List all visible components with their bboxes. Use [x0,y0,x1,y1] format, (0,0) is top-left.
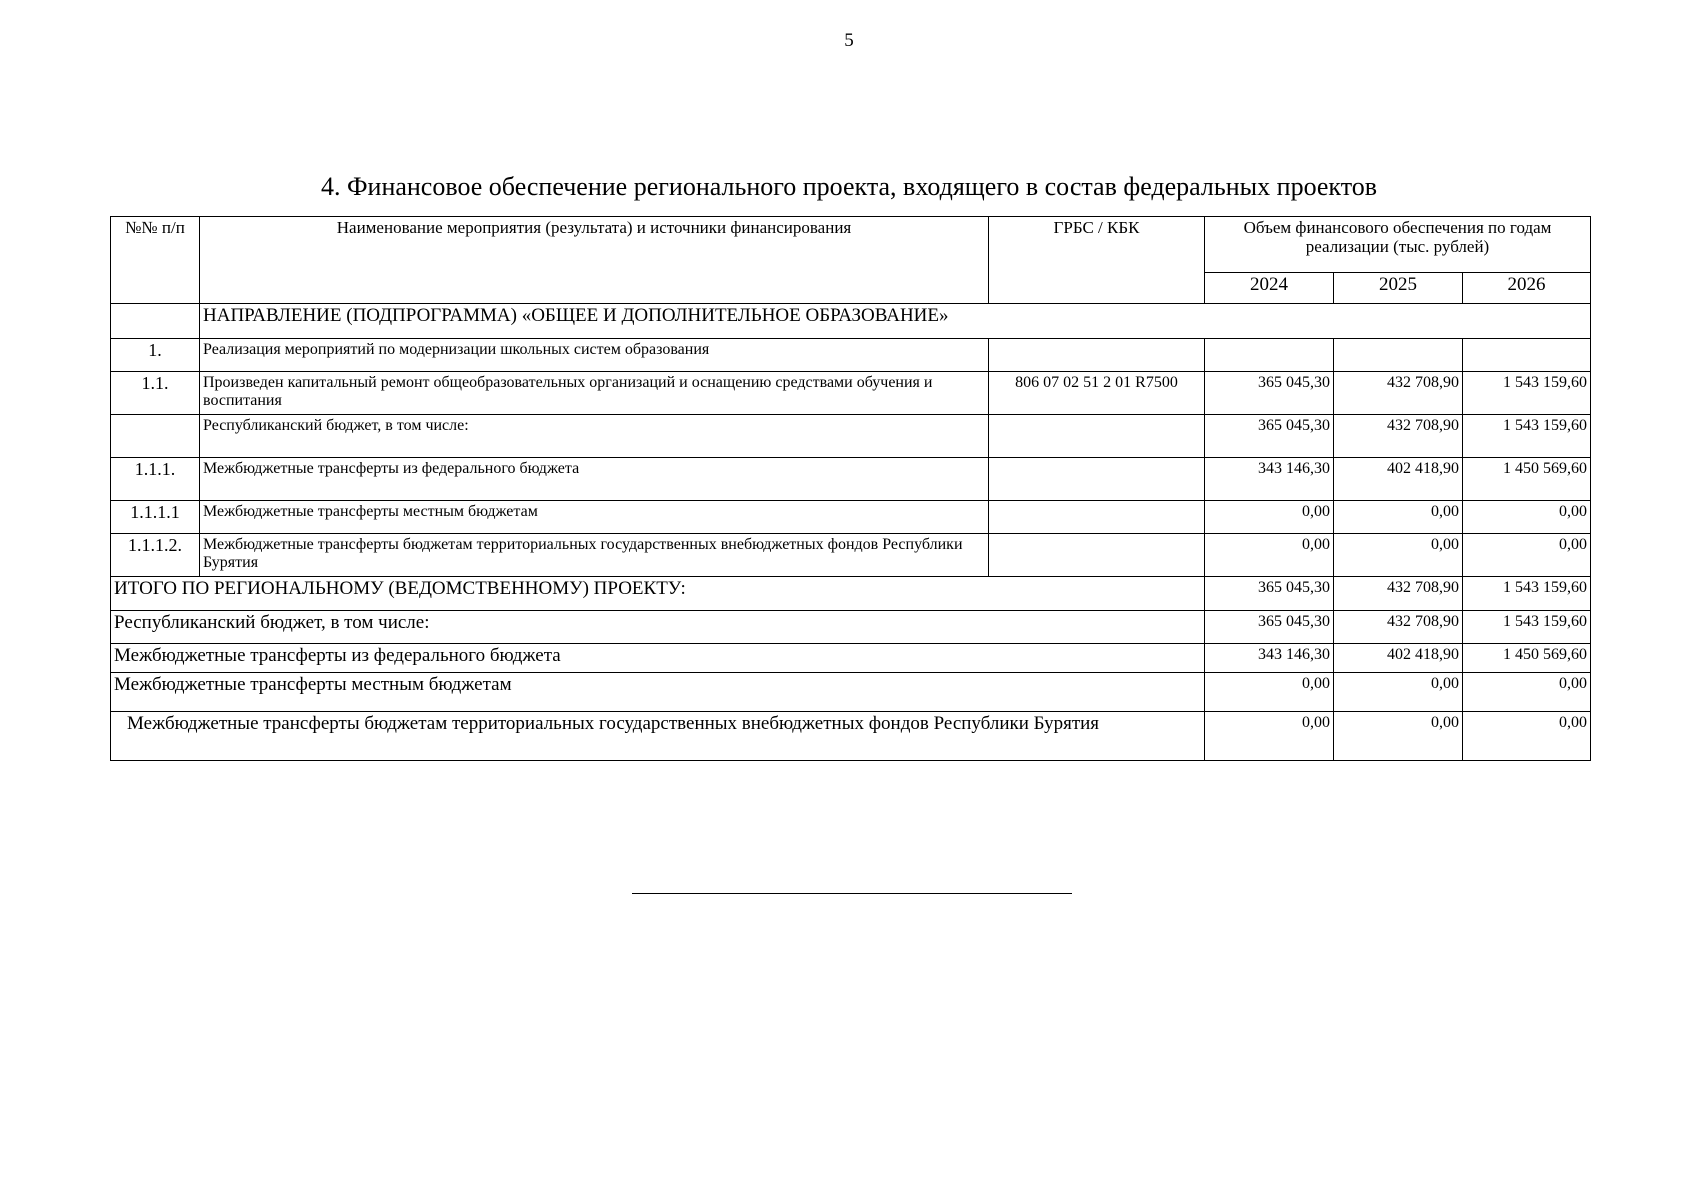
table-row [111,415,1591,458]
page-number: 5 [844,30,854,51]
row-value-2025: 0,00 [1334,501,1463,534]
row-num [111,415,200,458]
row-value-2026 [1463,339,1591,372]
row-name: Произведен капитальный ремонт общеобразовательных организаций и оснащению средствами обучения и воспитания [200,372,989,415]
total-label: Межбюджетные трансферты местным бюджетам [111,673,1205,712]
table-row [111,372,1591,415]
header-year-2025: 2025 [1334,273,1463,304]
row-value-2024: 365 045,30 [1205,372,1334,415]
row-value-2025 [1334,339,1463,372]
row-value-2026: 1 450 569,60 [1463,458,1591,501]
row-num: 1.1.1. [111,458,200,501]
total-row [111,577,1591,611]
row-name: Межбюджетные трансферты местным бюджетам [200,501,989,534]
row-value-2025: 432 708,90 [1334,372,1463,415]
total-value-2024: 365 045,30 [1205,611,1334,644]
header-year-2024: 2024 [1205,273,1334,304]
total-value-2024: 365 045,30 [1205,577,1334,611]
total-row [111,611,1591,644]
total-label: Межбюджетные трансферты бюджетам территориальных государственных внебюджетных фондов Республики Бурятия [111,712,1205,761]
row-code [989,534,1205,577]
row-code [989,458,1205,501]
total-value-2024: 343 146,30 [1205,644,1334,673]
row-value-2024: 343 146,30 [1205,458,1334,501]
row-value-2024: 0,00 [1205,534,1334,577]
total-value-2025: 432 708,90 [1334,577,1463,611]
row-value-2025: 402 418,90 [1334,458,1463,501]
total-value-2026: 1 543 159,60 [1463,577,1591,611]
total-value-2026: 1 450 569,60 [1463,644,1591,673]
header-num: №№ п/п [111,217,200,304]
section-title: 4. Финансовое обеспечение регионального проекта, входящего в состав федеральных проектов [320,172,1378,201]
row-value-2026: 0,00 [1463,501,1591,534]
total-row [111,644,1591,673]
total-value-2026: 1 543 159,60 [1463,611,1591,644]
table-row [111,501,1591,534]
row-value-2024 [1205,339,1334,372]
row-value-2026: 0,00 [1463,534,1591,577]
row-num: 1.1.1.1 [111,501,200,534]
row-code [989,415,1205,458]
header-volume: Объем финансового обеспечения по годам реализации (тыс. рублей) [1205,217,1591,273]
header-year-2026: 2026 [1463,273,1591,304]
financing-table [110,216,1591,761]
total-label: Межбюджетные трансферты из федерального бюджета [111,644,1205,673]
table-row [111,534,1591,577]
row-value-2025: 0,00 [1334,534,1463,577]
total-value-2025: 0,00 [1334,712,1463,761]
total-value-2024: 0,00 [1205,673,1334,712]
total-value-2025: 0,00 [1334,673,1463,712]
total-row [111,712,1591,761]
total-row [111,673,1591,712]
row-name: Межбюджетные трансферты из федерального бюджета [200,458,989,501]
row-name: Межбюджетные трансферты бюджетам территориальных государственных внебюджетных фондов Республики Бурятия [200,534,989,577]
row-code [989,501,1205,534]
total-label: ИТОГО ПО РЕГИОНАЛЬНОМУ (ВЕДОМСТВЕННОМУ) ПРОЕКТУ: [111,577,1205,611]
header-name: Наименование мероприятия (результата) и источники финансирования [200,217,989,304]
row-num: 1.1.1.2. [111,534,200,577]
total-value-2024: 0,00 [1205,712,1334,761]
footer-divider [632,893,1072,894]
section-label: НАПРАВЛЕНИЕ (ПОДПРОГРАММА) «ОБЩЕЕ И ДОПОЛНИТЕЛЬНОЕ ОБРАЗОВАНИЕ» [200,304,1591,339]
table-row [111,339,1591,372]
total-value-2025: 432 708,90 [1334,611,1463,644]
row-num: 1.1. [111,372,200,415]
row-value-2026: 1 543 159,60 [1463,415,1591,458]
total-label: Республиканский бюджет, в том числе: [111,611,1205,644]
header-code: ГРБС / КБК [989,217,1205,304]
section-num-cell [111,304,200,339]
row-name: Реализация мероприятий по модернизации школьных систем образования [200,339,989,372]
total-value-2026: 0,00 [1463,673,1591,712]
table-row [111,458,1591,501]
table-header-row [111,217,1591,273]
row-value-2026: 1 543 159,60 [1463,372,1591,415]
row-name: Республиканский бюджет, в том числе: [200,415,989,458]
row-code: 806 07 02 51 2 01 R7500 [989,372,1205,415]
total-value-2026: 0,00 [1463,712,1591,761]
row-num: 1. [111,339,200,372]
total-value-2025: 402 418,90 [1334,644,1463,673]
row-code [989,339,1205,372]
row-value-2024: 365 045,30 [1205,415,1334,458]
section-row [111,304,1591,339]
row-value-2025: 432 708,90 [1334,415,1463,458]
row-value-2024: 0,00 [1205,501,1334,534]
